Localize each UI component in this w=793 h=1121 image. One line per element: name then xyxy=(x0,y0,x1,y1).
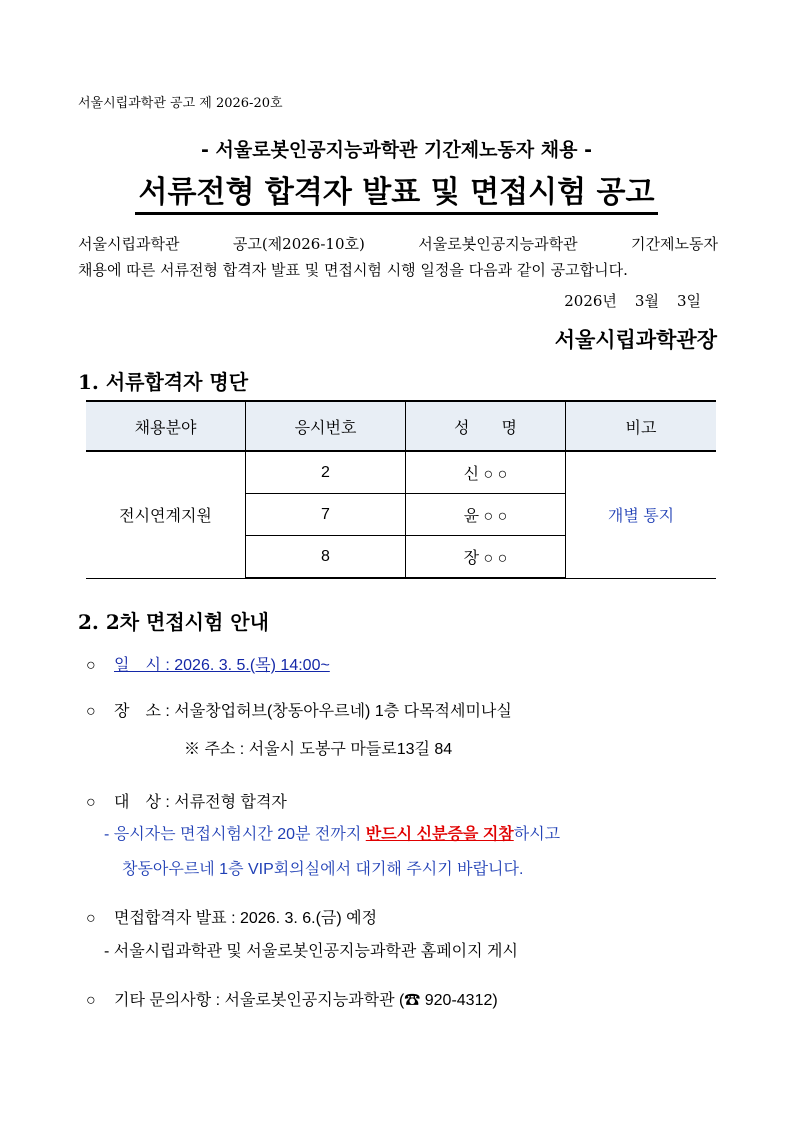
contact-text: 기타 문의사항 : 서울로봇인공지능과학관 (☎ 920-4312) xyxy=(114,992,498,1009)
table-header-row xyxy=(86,401,716,451)
intro-line-1: 서울시립과학관 공고(제2026-10호) 서울로봇인공지능과학관 기간제노동자 xyxy=(78,235,718,253)
header-field: 채용분야 xyxy=(86,401,246,451)
header-remark: 비고 xyxy=(566,401,717,451)
notice-title-wrap xyxy=(0,167,793,211)
header-name: 성 명 xyxy=(406,401,566,451)
site-text: - 서울시립과학관 및 서울로봇인공지능과학관 홈페이지 게시 xyxy=(104,943,518,960)
cell-name: 윤 ○ ○ xyxy=(406,494,566,536)
target-text: 대 상 : 서류전형 합격자 xyxy=(114,794,287,811)
signer: 서울시립과학관장 xyxy=(554,327,717,352)
notice-pre: - 응시자는 면접시험시간 20분 전까지 xyxy=(104,826,366,843)
result-table xyxy=(86,400,716,579)
cell-number: 7 xyxy=(246,494,406,536)
schedule-item xyxy=(86,652,330,675)
notice-line-2: 창동아우르네 1층 VIP회의실에서 대기해 주시기 바랍니다. xyxy=(122,861,524,878)
announce-item xyxy=(86,905,377,928)
section-2-heading: 2. 2차 면접시험 안내 xyxy=(78,610,269,634)
cell-name: 장 ○ ○ xyxy=(406,536,566,579)
date-month: 3월 xyxy=(634,292,659,310)
notice-title: 서류전형 합격자 발표 및 면접시험 공고 xyxy=(135,175,659,215)
cell-field: 전시연계지원 xyxy=(86,451,246,578)
bullet: ○ xyxy=(86,992,96,1009)
table-row xyxy=(86,451,716,494)
date-year: 2026년 xyxy=(564,292,617,310)
bullet: ○ xyxy=(86,910,96,927)
notice-number: 서울시립과학관 공고 제 2026-20호 xyxy=(78,96,283,111)
intro-line-2: 채용에 따른 서류전형 합격자 발표 및 면접시험 시행 일정을 다음과 같이 공고합니다. xyxy=(78,261,628,279)
section-1-heading: 1. 서류합격자 명단 xyxy=(78,370,249,394)
bullet: ○ xyxy=(86,794,96,811)
date-day: 3일 xyxy=(676,292,701,310)
target-item xyxy=(86,789,287,812)
notice-date xyxy=(546,290,701,311)
schedule-text: 일 시 : 2026. 3. 5.(목) 14:00~ xyxy=(114,657,330,674)
notice-post: 하시고 xyxy=(513,826,561,843)
header-number: 응시번호 xyxy=(246,401,406,451)
cell-remark: 개별 통지 xyxy=(566,451,717,578)
bullet: ○ xyxy=(86,657,96,674)
place-text: 장 소 : 서울창업허브(창동아우르네) 1층 다목적세미나실 xyxy=(114,703,512,720)
cell-number: 2 xyxy=(246,451,406,494)
notice-emphasis: 반드시 신분증을 지참 xyxy=(365,826,514,843)
address-text: ※ 주소 : 서울시 도봉구 마들로13길 84 xyxy=(184,741,453,758)
bullet: ○ xyxy=(86,703,96,720)
cell-number: 8 xyxy=(246,536,406,579)
contact-item xyxy=(86,987,498,1010)
notice-line-1 xyxy=(104,821,560,844)
announce-text: 면접합격자 발표 : 2026. 3. 6.(금) 예정 xyxy=(114,910,378,927)
cell-name: 신 ○ ○ xyxy=(406,451,566,494)
notice-subtitle: - 서울로봇인공지능과학관 기간제노동자 채용 - xyxy=(201,139,592,161)
place-item xyxy=(86,698,512,721)
